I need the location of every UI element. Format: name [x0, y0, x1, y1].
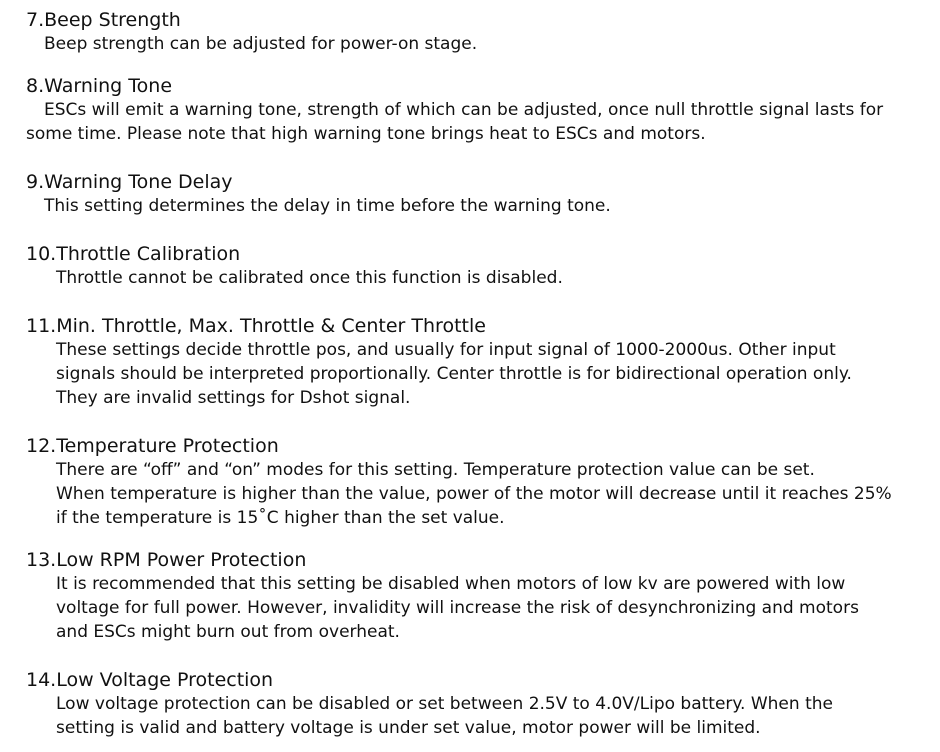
body-line: There are “off” and “on” modes for this setting. Temperature protection value can be set.: [56, 460, 815, 480]
section-body: [26, 98, 932, 146]
section-heading: 13.Low RPM Power Protection: [26, 549, 307, 571]
section-heading: 9.Warning Tone Delay: [26, 171, 233, 193]
body-line: This setting determines the delay in time before the warning tone.: [44, 196, 611, 216]
section-body: [26, 32, 932, 56]
body-line: and ESCs might burn out from overheat.: [56, 622, 400, 642]
body-line: When temperature is higher than the value, power of the motor will decrease until it reaches 25%: [56, 484, 892, 504]
body-line: Low voltage protection can be disabled or set between 2.5V to 4.0V/Lipo battery. When the: [56, 694, 833, 714]
section-heading: 10.Throttle Calibration: [26, 243, 241, 265]
section-body: [26, 458, 932, 530]
body-line: These settings decide throttle pos, and usually for input signal of 1000-2000us. Other input: [56, 340, 836, 360]
section-heading: 8.Warning Tone: [26, 75, 173, 97]
section-throttle-calibration: [26, 242, 932, 290]
body-line: ESCs will emit a warning tone, strength of which can be adjusted, once null throttle signal lasts for: [44, 100, 884, 120]
section-low-voltage-protection: [26, 668, 932, 740]
body-line: setting is valid and battery voltage is under set value, motor power will be limited.: [56, 718, 761, 738]
section-body: [26, 692, 932, 740]
body-line: if the temperature is 15˚C higher than the set value.: [56, 508, 505, 528]
section-body: [26, 338, 932, 410]
section-warning-tone: [26, 74, 932, 146]
body-line: Throttle cannot be calibrated once this function is disabled.: [56, 268, 563, 288]
section-beep-strength: [26, 8, 932, 56]
body-line: Beep strength can be adjusted for power-on stage.: [44, 34, 478, 54]
section-heading: 7.Beep Strength: [26, 9, 181, 31]
section-body: [26, 194, 932, 218]
section-warning-tone-delay: [26, 170, 932, 218]
section-temperature-protection: [26, 434, 932, 530]
body-line: some time. Please note that high warning tone brings heat to ESCs and motors.: [26, 124, 706, 144]
body-line: signals should be interpreted proportionally. Center throttle is for bidirectional operation only.: [56, 364, 852, 384]
section-low-rpm-power-protection: [26, 548, 932, 644]
body-line: It is recommended that this setting be disabled when motors of low kv are powered with low: [56, 574, 846, 594]
body-line: voltage for full power. However, invalidity will increase the risk of desynchronizing and motors: [56, 598, 859, 618]
section-heading: 11.Min. Throttle, Max. Throttle & Center Throttle: [26, 315, 486, 337]
section-min-max-center-throttle: [26, 314, 932, 410]
section-body: [26, 572, 932, 644]
body-line: They are invalid settings for Dshot signal.: [56, 388, 411, 408]
section-heading: 12.Temperature Protection: [26, 435, 279, 457]
section-heading: 14.Low Voltage Protection: [26, 669, 274, 691]
section-body: [26, 266, 932, 290]
